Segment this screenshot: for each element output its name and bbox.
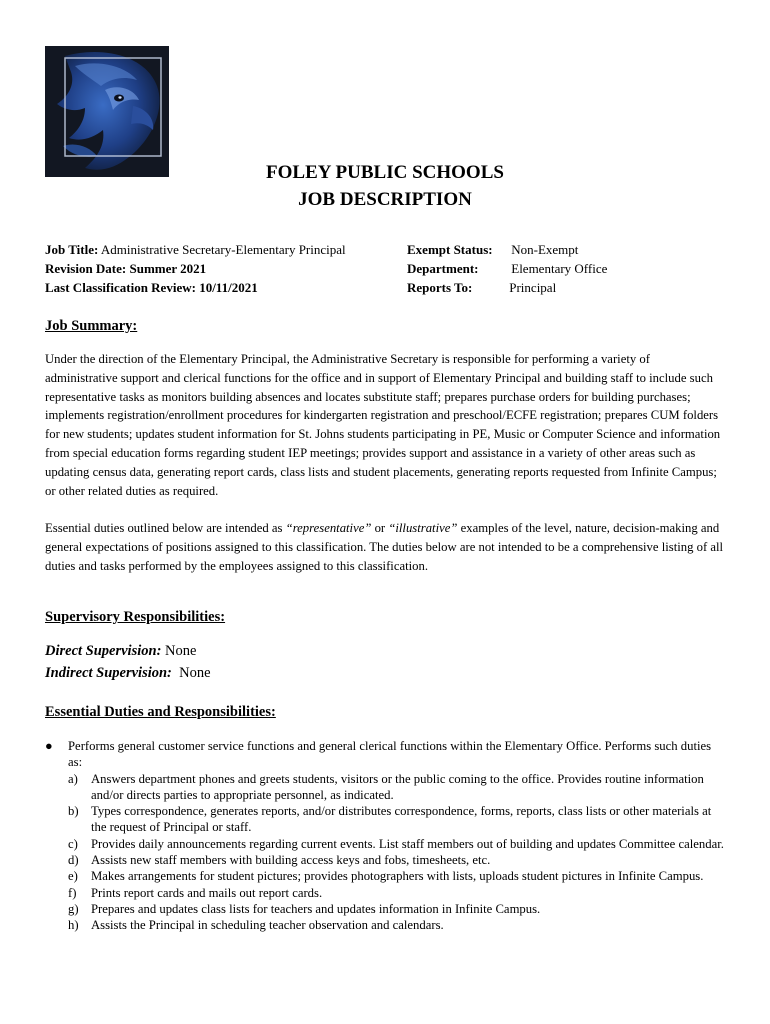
classification-review-value: 10/11/2021 [199, 280, 258, 295]
reports-to-row [407, 278, 607, 297]
intro-text-end: examples of the level, nature, decision-making and general expectations of positions assigned to this classification. The duties below are not intended to be a comprehensive listing of all duties and tasks performed by the employees assigned to this classification. [45, 521, 724, 573]
item-text: Answers department phones and greets students, visitors or the public coming to the office. Provides routine information and/or directs parties to appropriate personnel, as indicated. [91, 771, 704, 802]
reports-to-label: Reports To: [407, 280, 473, 295]
direct-supervision-label: Direct Supervision: [45, 643, 162, 659]
item-text: Prints report cards and mails out report cards. [91, 885, 323, 900]
list-item [68, 868, 725, 884]
eagle-logo [45, 46, 169, 177]
job-title-row [45, 240, 346, 259]
bullet-item [68, 738, 725, 934]
list-item [68, 852, 725, 868]
job-info-right [407, 240, 607, 297]
item-letter: b) [68, 804, 79, 819]
intro-text-start: Essential duties outlined below are intended as [45, 521, 286, 535]
exempt-status-row [407, 240, 607, 259]
representative-term: “representative” [285, 521, 372, 535]
list-item [68, 901, 725, 917]
duty-sublist [68, 771, 725, 934]
revision-date-label: Revision Date: [45, 261, 127, 276]
supervision-block [45, 640, 211, 684]
job-title-label: Job Title: [45, 242, 99, 257]
job-info-left [45, 240, 346, 297]
item-text: Assists the Principal in scheduling teacher observation and calendars. [91, 918, 444, 933]
item-text: Provides daily announcements regarding current events. List staff members out of building and updates Committee calendar. [91, 836, 724, 851]
item-text: Types correspondence, generates reports, and/or distributes correspondence, forms, reports, class lists or other materials at the request of Principal or staff. [91, 804, 712, 835]
item-letter: c) [68, 836, 78, 851]
department-row [407, 259, 607, 278]
list-item [68, 836, 725, 852]
intro-or: or [371, 521, 389, 535]
list-item [68, 885, 725, 901]
direct-supervision-row [45, 640, 211, 662]
item-letter: e) [68, 869, 78, 884]
list-item [68, 917, 725, 933]
exempt-status-value: Non-Exempt [511, 242, 579, 257]
document-title: JOB DESCRIPTION [298, 189, 472, 210]
item-text: Prepares and updates class lists for teachers and updates information in Infinite Campus. [91, 901, 541, 916]
indirect-supervision-value: None [171, 665, 211, 681]
item-letter: a) [68, 771, 78, 786]
exempt-status-label: Exempt Status: [407, 242, 493, 257]
essential-duties-heading: Essential Duties and Responsibilities: [45, 704, 276, 720]
essential-duties-list [45, 738, 725, 934]
revision-date-value: Summer 2021 [129, 261, 207, 276]
classification-review-row [45, 278, 346, 297]
supervisory-heading: Supervisory Responsibilities: [45, 609, 226, 625]
indirect-supervision-row [45, 662, 211, 684]
job-title-value: Administrative Secretary-Elementary Principal [100, 242, 346, 257]
item-letter: h) [68, 918, 79, 933]
job-summary-paragraph: Under the direction of the Elementary Principal, the Administrative Secretary is responsible for performing a variety of administrative support and clerical functions for the office and in support of Elementary Principal and building staff to include such representative tasks as monitors building absences and locates substitute staff; prepares purchase orders for building purchases; implements registration/enrollment procedures for kindergarten registration and preschool/ECFE registration; prepares CUM folders for new students; updates student information for St. Johns students participating in PE, Music or Computer Science and information from special education forms regarding student IEP meetings; provides support and assistance in a variety of other areas such as updating census data, generating report cards, class lists and student placements, generating reports requested from Infinite Campus; or other related duties as required. [45, 352, 721, 498]
bullet-text: Performs general customer service functions and general clerical functions within the Elementary Office. Performs such duties as: [68, 739, 712, 770]
reports-to-value: Principal [509, 280, 557, 295]
essential-duties-intro [45, 519, 725, 575]
item-letter: f) [68, 885, 77, 900]
department-label: Department: [407, 261, 479, 276]
indirect-supervision-label: Indirect Supervision: [45, 665, 172, 681]
bullet-icon: ● [45, 739, 53, 753]
direct-supervision-value: None [161, 643, 197, 659]
organization-title: FOLEY PUBLIC SCHOOLS [266, 162, 504, 183]
item-text: Makes arrangements for student pictures; provides photographers with lists, uploads student pictures in Infinite Campus. [91, 869, 704, 884]
classification-review-label: Last Classification Review: [45, 280, 196, 295]
list-item [68, 803, 725, 836]
department-value: Elementary Office [511, 261, 608, 276]
revision-date-row [45, 259, 346, 278]
job-summary-heading: Job Summary: [45, 318, 138, 334]
item-text: Assists new staff members with building access keys and fobs, timesheets, etc. [91, 853, 491, 868]
item-letter: g) [68, 901, 79, 916]
list-item [68, 771, 725, 804]
illustrative-term: “illustrative” [388, 521, 458, 535]
item-letter: d) [68, 853, 79, 868]
